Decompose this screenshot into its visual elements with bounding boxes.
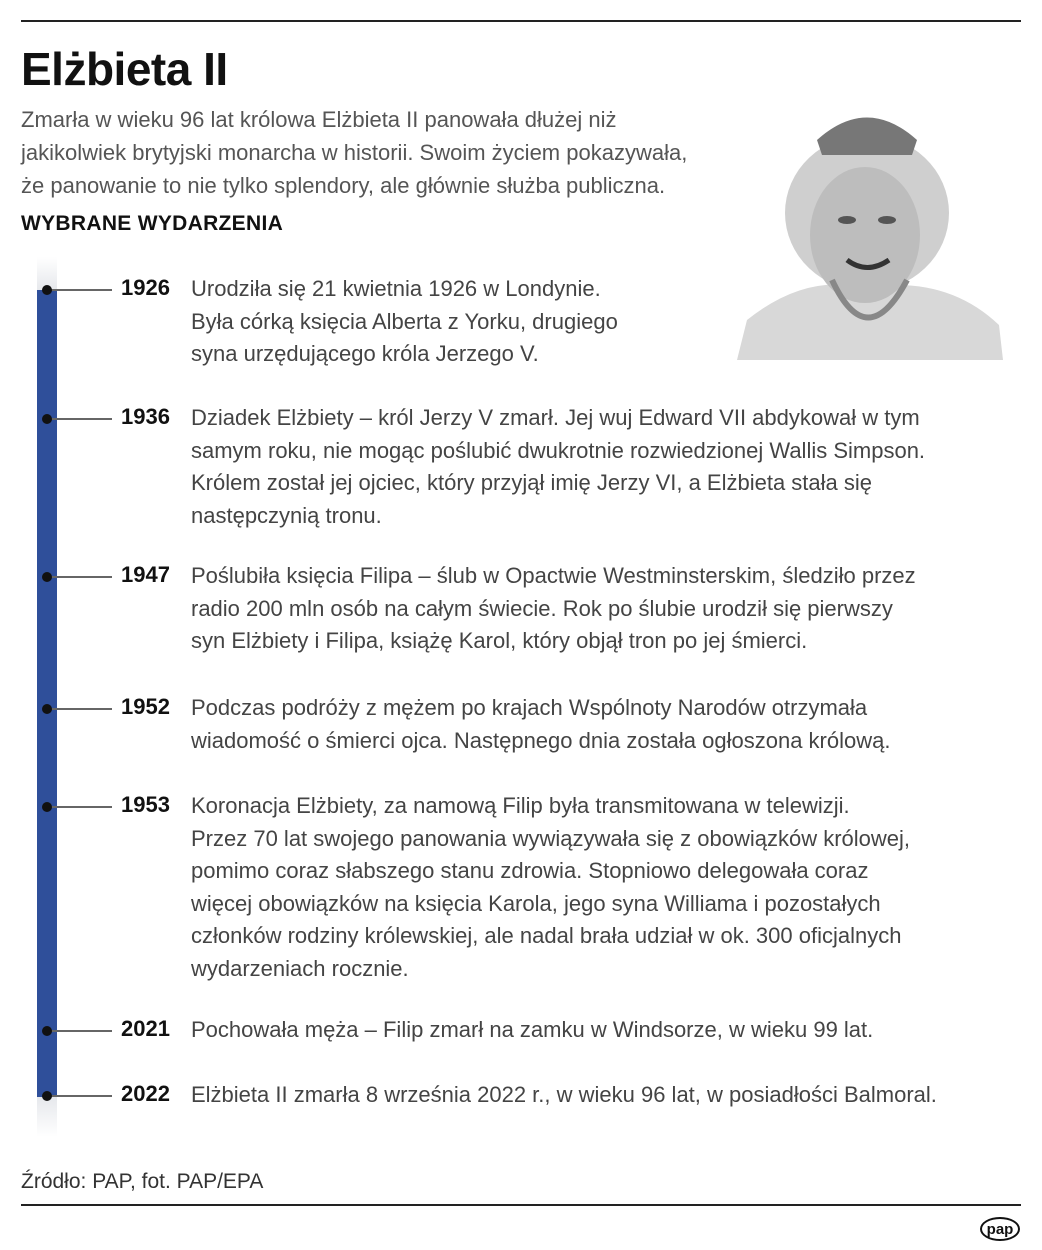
event-line: Koronacja Elżbiety, za namową Filip była transmitowana w telewizji. [191,793,850,818]
timeline-dot [42,704,52,714]
queen-photo [737,95,1003,360]
event-description [191,1079,937,1112]
timeline-dot [42,1026,52,1036]
timeline-dot [42,802,52,812]
source-note: Źródło: PAP, fot. PAP/EPA [21,1170,264,1193]
event-line: Dziadek Elżbiety – król Jerzy V zmarł. Jej wuj Edward VII abdykował w tym [191,405,920,430]
event-line: wydarzeniach rocznie. [191,955,409,981]
connector-line [47,1030,112,1032]
timeline-dot [42,414,52,424]
event-line: Przez 70 lat swojego panowania wywiązywała się z obowiązków królowej, [191,825,911,851]
timeline-dot [42,1091,52,1101]
connector-line [47,708,112,710]
section-title: WYBRANE WYDARZENIA [21,212,284,235]
event-line: radio 200 mln osób na całym świecie. Rok po ślubie urodził się pierwszy [191,595,893,621]
event-description [191,402,925,532]
event-description [191,1014,873,1047]
event-year: 1926 [121,275,170,300]
lead-line: jakikolwiek brytyjski monarcha w historii. Swoim życiem pokazywała, [21,140,688,165]
event-line: członków rodziny królewskiej, ale nadal brała udział w ok. 300 oficjalnych [191,923,902,949]
lead-text [21,103,687,202]
timeline-fade-bottom [37,1097,57,1137]
event-line: samym roku, nie mogąc poślubić dwukrotnie rozwiedzionej Wallis Simpson. [191,437,926,463]
event-year: 1936 [121,404,170,429]
event-line: więcej obowiązków na księcia Karola, jego syna Williama i pozostałych [191,890,881,916]
pap-logo: pap [980,1217,1020,1241]
event-line: syn Elżbiety i Filipa, książę Karol, który objął tron po jej śmierci. [191,628,808,654]
event-description [191,692,890,757]
connector-line [47,418,112,420]
timeline-dot [42,572,52,582]
event-line: Podczas podróży z mężem po krajach Wspólnoty Narodów otrzymała [191,695,868,720]
bottom-rule [21,1204,1021,1206]
event-line: wiadomość o śmierci ojca. Następnego dnia została ogłoszona królową. [191,727,891,753]
event-year: 1953 [121,792,170,817]
event-line: Pochowała męża – Filip zmarł na zamku w Windsorze, w wieku 99 lat. [191,1017,874,1042]
event-line: Była córką księcia Alberta z Yorku, drugiego [191,308,618,334]
event-line: syna urzędującego króla Jerzego V. [191,341,539,367]
event-description [191,560,916,658]
event-year: 1952 [121,694,170,719]
event-line: Poślubiła księcia Filipa – ślub w Opactwie Westminsterskim, śledziło przez [191,563,916,588]
connector-line [47,289,112,291]
connector-line [47,576,112,578]
event-year: 1947 [121,562,170,587]
timeline-dot [42,285,52,295]
event-line: następczynią tronu. [191,502,382,528]
event-description [191,790,910,986]
event-year: 2022 [121,1081,170,1106]
event-line: pomimo coraz słabszego stanu zdrowia. Stopniowo delegowała coraz [191,858,869,884]
timeline-bar [37,290,57,1097]
page-title: Elżbieta II [21,43,228,95]
lead-line: Zmarła w wieku 96 lat królowa Elżbieta II panowała dłużej niż [21,107,617,132]
connector-line [47,1095,112,1097]
event-year: 2021 [121,1016,170,1041]
top-rule [21,20,1021,22]
event-description [191,273,618,371]
lead-line: że panowanie to nie tylko splendory, ale głównie służba publiczna. [21,173,666,198]
event-line: Urodziła się 21 kwietnia 1926 w Londynie. [191,276,601,301]
event-line: Królem został jej ojciec, który przyjął imię Jerzy VI, a Elżbieta stała się [191,470,873,496]
connector-line [47,806,112,808]
event-line: Elżbieta II zmarła 8 września 2022 r., w wieku 96 lat, w posiadłości Balmoral. [191,1082,937,1107]
